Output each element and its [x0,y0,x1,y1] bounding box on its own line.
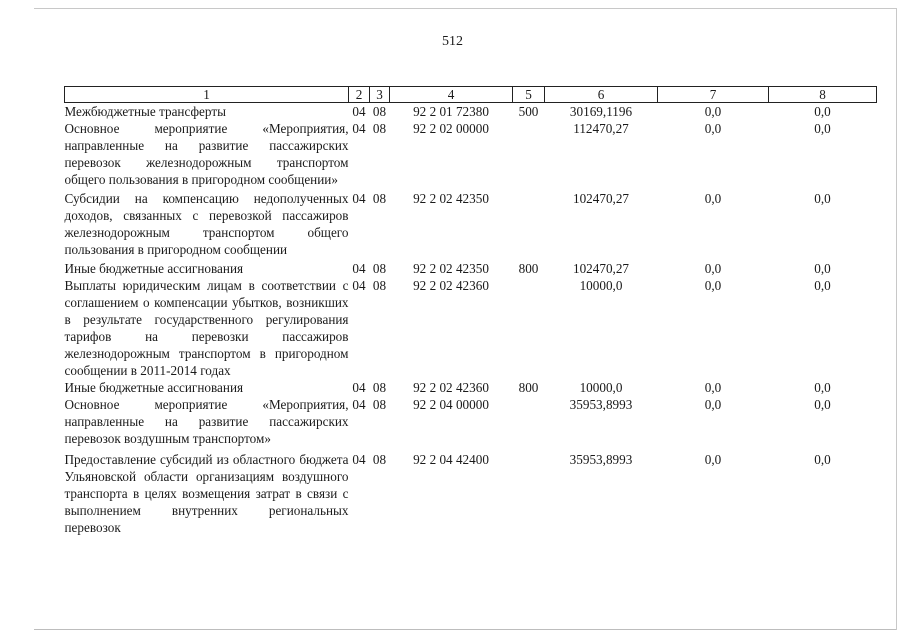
table-row [65,396,877,447]
column-header-5: 5 [513,87,545,103]
row-subsection: 08 [372,452,387,467]
row-col7: 0,0 [704,452,722,467]
row-section: 04 [352,278,366,293]
column-header-2: 2 [349,87,370,103]
row-target-code: 92 2 02 00000 [413,121,489,136]
row-target-code: 92 2 01 72380 [413,104,489,119]
row-subsection: 08 [372,380,387,395]
row-subsection: 08 [372,261,387,276]
row-expense-type [513,396,545,447]
row-col8: 0,0 [814,121,831,136]
table-row [65,258,877,277]
column-header-1: 1 [65,87,349,103]
row-amount: 102470,27 [572,191,630,206]
row-name: Основное мероприятие «Мероприятия, направленные на развитие пассажирских перевозок воздушным транспортом» [64,397,349,446]
row-target-code: 92 2 04 00000 [413,397,489,412]
row-target-code: 92 2 02 42350 [413,191,489,206]
table-row [65,447,877,536]
row-name: Иные бюджетные ассигнования [64,380,244,395]
row-amount: 35953,8993 [569,452,633,467]
row-section: 04 [352,261,366,276]
budget-table [64,86,877,536]
row-section: 04 [352,121,366,136]
row-subsection: 08 [372,397,387,412]
row-subsection: 08 [372,278,387,293]
row-section: 04 [352,380,366,395]
row-expense-type [513,277,545,379]
table-row [65,188,877,258]
row-amount: 30169,1196 [569,104,633,119]
row-col7: 0,0 [704,191,722,206]
row-section: 04 [352,191,366,206]
row-amount: 10000,0 [579,380,623,395]
row-section: 04 [352,397,366,412]
row-col7: 0,0 [704,278,722,293]
row-amount: 35953,8993 [569,397,633,412]
row-expense-type: 800 [518,380,539,395]
row-col8: 0,0 [814,380,831,395]
row-col7: 0,0 [704,380,722,395]
row-col7: 0,0 [704,104,722,119]
row-section: 04 [352,452,366,467]
page-edge-bottom [34,629,896,630]
row-col7: 0,0 [704,397,722,412]
column-header-6: 6 [545,87,658,103]
row-expense-type [513,447,545,536]
page-number: 512 [442,34,463,49]
table-row [65,277,877,379]
column-header-8: 8 [769,87,877,103]
row-col8: 0,0 [814,397,831,412]
row-amount: 112470,27 [573,121,629,136]
table-row [65,103,877,121]
row-col8: 0,0 [814,278,831,293]
row-col8: 0,0 [814,104,831,119]
row-name: Предоставление субсидий из областного бюджета Ульяновской области организациям воздушного транспорта в целях возмещения затрат в связи с выполнением внутренних региональных перевозок [64,452,349,535]
row-expense-type: 800 [518,261,539,276]
row-name: Основное мероприятие «Мероприятия, направленные на развитие пассажирских перевозок железнодорожным транспортом общего пользования в пригородном сообщении» [64,121,349,187]
column-header-7: 7 [658,87,769,103]
row-col7: 0,0 [704,261,722,276]
column-header-3: 3 [370,87,390,103]
row-col8: 0,0 [814,261,831,276]
row-target-code: 92 2 02 42360 [413,278,489,293]
row-section: 04 [352,104,366,119]
row-target-code: 92 2 04 42400 [413,452,489,467]
row-col8: 0,0 [814,191,831,206]
row-expense-type: 500 [518,104,539,119]
row-subsection: 08 [372,121,387,136]
row-subsection: 08 [372,104,387,119]
row-amount: 10000,0 [579,278,623,293]
row-name: Межбюджетные трансферты [64,104,226,119]
table-row [65,379,877,396]
row-target-code: 92 2 02 42350 [413,261,489,276]
row-col7: 0,0 [704,121,722,136]
row-expense-type [513,120,545,188]
row-expense-type [513,188,545,258]
row-subsection: 08 [372,191,387,206]
row-name: Выплаты юридическим лицам в соответствии с соглашением о компенсации убытков, возникших в результате государственного регулирования тарифов на перевозки пассажиров железнодорожным транспортом в пригородном сообщении в 2011-2014 годах [64,278,349,378]
page-edge-top [34,8,896,9]
row-amount: 102470,27 [572,261,630,276]
header-row [65,87,877,103]
column-header-4: 4 [390,87,513,103]
row-col8: 0,0 [814,452,831,467]
row-name: Иные бюджетные ассигнования [64,261,244,276]
row-name: Субсидии на компенсацию недополученных доходов, связанных с перевозкой пассажиров железнодорожным транспортом общего пользования в пригородном сообщении [64,191,349,257]
row-target-code: 92 2 02 42360 [413,380,489,395]
table-row [65,120,877,188]
page-edge-right [896,8,897,630]
